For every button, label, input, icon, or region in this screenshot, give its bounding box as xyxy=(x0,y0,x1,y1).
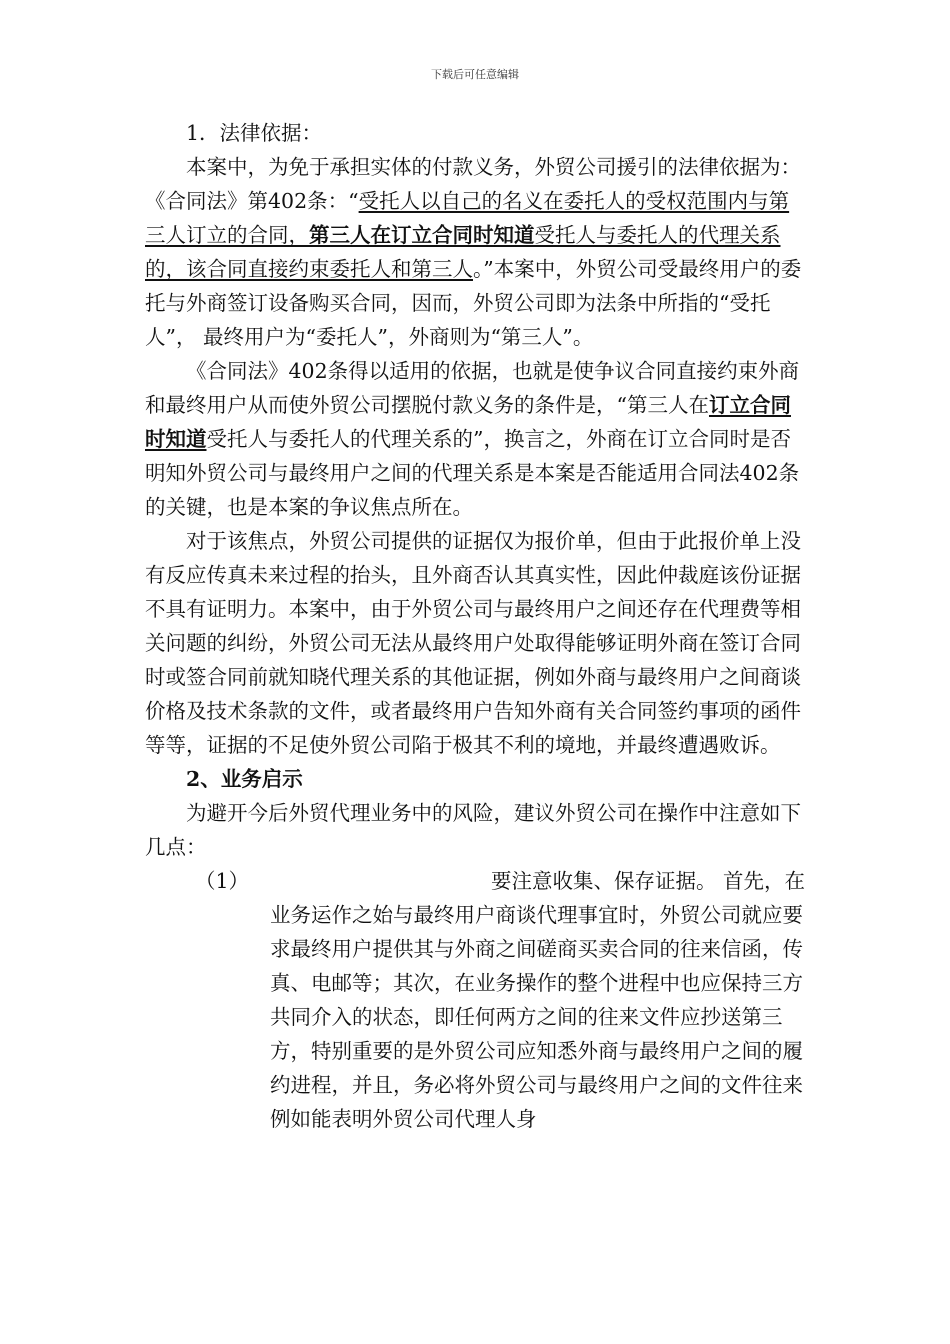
underlined-text: 受托人与委托人的代理关系的，该合同直接约束委托人和第三人 xyxy=(145,223,781,281)
section-title-legal-basis: 1．法律依据： xyxy=(186,121,323,145)
list-item-first-line: 要注意收集、保存证据。 首先，在 xyxy=(490,869,805,893)
page-header-note: 下载后可任意编辑 xyxy=(431,68,519,81)
section-title-business-insights: 2、业务启示 xyxy=(186,767,303,791)
paragraph-legal-basis xyxy=(145,150,805,354)
text: 受托人与委托人的代理关系的”，换言之，外商在订立合同时是否明知外贸公司与最终用户之间的代理关系是本案是否能适用合同法402条的关键，也是本案的争议焦点所在。 xyxy=(145,427,800,519)
text: 本案中，为免于承担实体的付款义务，外贸公司援引的法律依据为：《合同法》第402条：“ xyxy=(145,155,801,213)
list-item-text: 业务运作之始与最终用户商谈代理事宜时，外贸公司就应要求最终用户提供其与外商之间磋商买卖合同的往来信函，传真、电邮等；其次，在业务操作的整个进程中也应保持三方共同介入的状态，即任何两方之间的往来文件应抄送第三方，特别重要的是外贸公司应知悉外商与最终用户之间的履约进程，并且，务必将外贸公司与最终用户之间的文件往来例如能表明外贸公司代理人身 xyxy=(270,903,803,1131)
bold-underlined-text: 第三人在订立合同时知道 xyxy=(309,223,535,247)
bold-underlined-text: 订立合同时知道 xyxy=(145,393,791,451)
document-body xyxy=(145,116,805,1136)
text: 《合同法》402条得以适用的依据，也就是使争议合同直接约束外商和最终用户从而使外贸公司摆脱付款义务的条件是，“第三人在 xyxy=(145,359,800,417)
list-item xyxy=(195,864,805,1136)
paragraph-evidence: 对于该焦点，外贸公司提供的证据仅为报价单，但由于此报价单上没有反应传真未来过程的抬头，且外商否认其真实性，因此仲裁庭该份证据不具有证明力。本案中，由于外贸公司与最终用户之间还存在代理费等相关问题的纠纷，外贸公司无法从最终用户处取得能够证明外商在签订合同时或签合同前就知晓代理关系的其他证据，例如外商与最终用户之间商谈价格及技术条款的文件，或者最终用户告知外商有关合同签约事项的函件等等，证据的不足使外贸公司陷于极其不利的境地，并最终遭遇败诉。 xyxy=(145,529,801,757)
text: 。”本案中，外贸公司受最终用户的委托与外商签订设备购买合同，因而，外贸公司即为法条中所指的“受托人”， 最终用户为“委托人”，外商则为“第三人”。 xyxy=(145,257,802,349)
list-item-body xyxy=(270,864,805,1136)
list-item-number: （1） xyxy=(195,869,250,893)
paragraph-applicability xyxy=(145,354,805,524)
paragraph-suggestions-intro: 为避开今后外贸代理业务中的风险，建议外贸公司在操作中注意如下几点： xyxy=(145,801,801,859)
underlined-text: 受托人以自己的名义在委托人的受权范围内与第三人订立的合同， xyxy=(145,189,790,247)
